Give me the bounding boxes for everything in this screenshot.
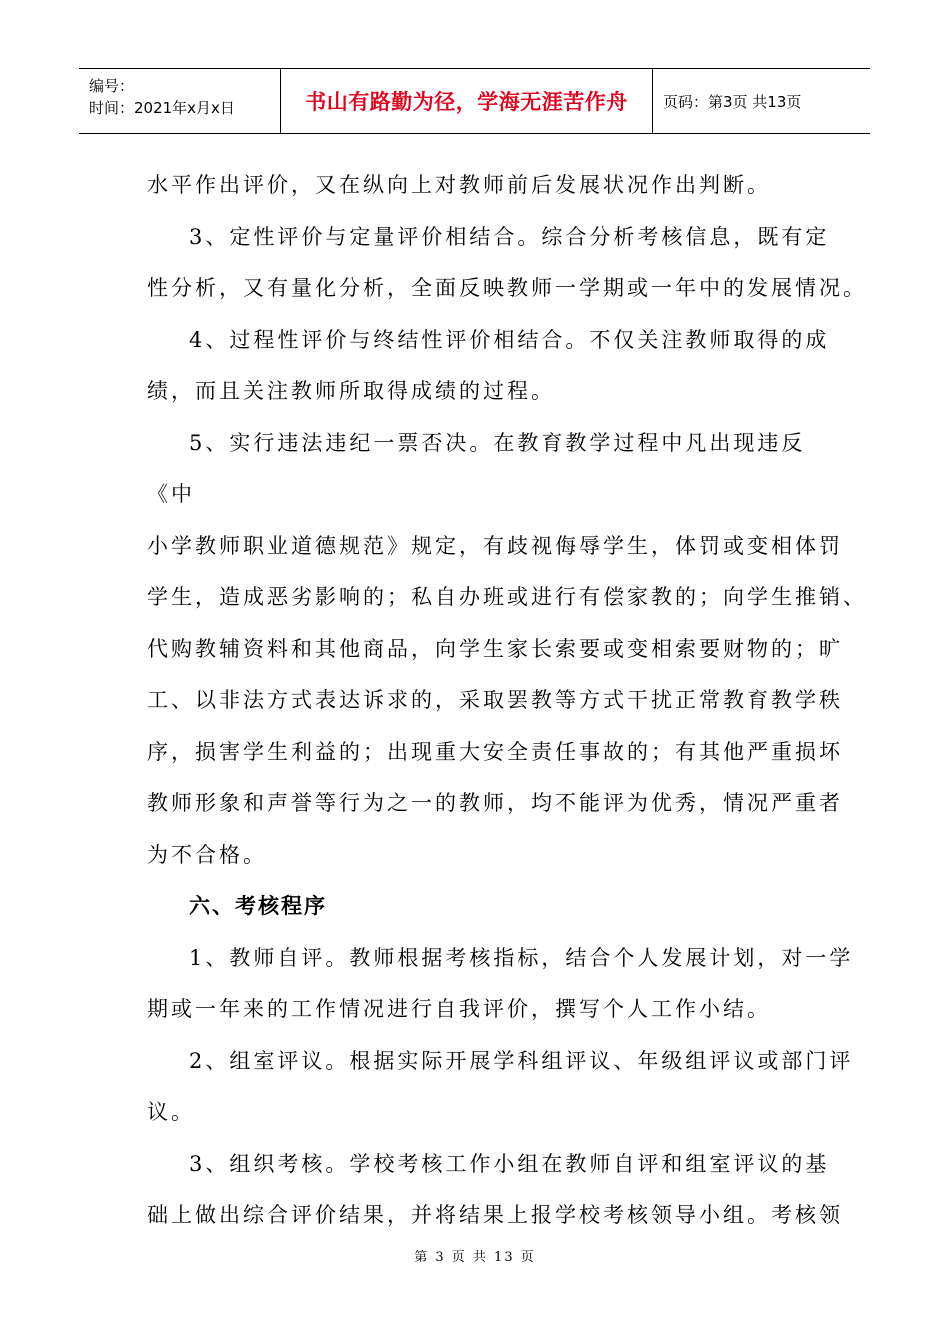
document-number-label: 编号： <box>89 77 135 95</box>
body-text-line: 4、过程性评价与终结性评价相结合。不仅关注教师取得的成 <box>189 327 830 352</box>
page-header <box>79 68 870 134</box>
body-text-line: 5、实行违法违纪一票否决。在教育教学过程中凡出现违反 <box>189 430 806 455</box>
body-text-line: 2、组室评议。根据实际开展学科组评议、年级组评议或部门评 <box>189 1048 854 1073</box>
header-motto: 书山有路勤为径，学海无涯苦作舟 <box>305 90 628 114</box>
body-text-line: 3、定性评价与定量评价相结合。综合分析考核信息，既有定 <box>189 224 830 249</box>
body-text-line: 为不合格。 <box>147 842 267 867</box>
document-time-label: 时间：2021年x月x日 <box>89 99 235 117</box>
body-text-line: 3、组织考核。学校考核工作小组在教师自评和组室评议的基 <box>189 1151 830 1176</box>
body-text-line: 小学教师职业道德规范》规定，有歧视侮辱学生，体罚或变相体罚 <box>147 533 843 558</box>
header-motto-cell <box>281 69 653 133</box>
header-page-info: 页码：第3页 共13页 <box>663 92 802 111</box>
body-text-line: 代购教辅资料和其他商品，向学生家长索要或变相索要财物的；旷 <box>147 636 843 661</box>
body-text-line: 教师形象和声誉等行为之一的教师，均不能评为优秀，情况严重者 <box>147 791 843 815</box>
section-heading: 六、考核程序 <box>189 894 327 918</box>
body-text-line: 1、教师自评。教师根据考核指标，结合个人发展计划，对一学 <box>189 945 854 970</box>
document-body <box>147 160 867 1242</box>
header-meta-cell <box>79 69 281 133</box>
body-text-line: 《中 <box>147 482 195 506</box>
body-text-line: 水平作出评价，又在纵向上对教师前后发展状况作出判断。 <box>147 173 771 197</box>
body-text-line: 期或一年来的工作情况进行自我评价，撰写个人工作小结。 <box>147 997 771 1021</box>
body-text-line: 绩，而且关注教师所取得成绩的过程。 <box>147 379 555 403</box>
body-text-line: 性分析，又有量化分析，全面反映教师一学期或一年中的发展情况。 <box>147 276 867 300</box>
body-text-line: 学生，造成恶劣影响的；私自办班或进行有偿家教的；向学生推销、 <box>147 585 867 609</box>
page-footer: 第 3 页 共 13 页 <box>414 1250 536 1265</box>
body-text-line: 工、以非法方式表达诉求的，采取罢教等方式干扰正常教育教学秩 <box>147 688 843 712</box>
body-text-line: 础上做出综合评价结果，并将结果上报学校考核领导小组。考核领 <box>147 1203 843 1227</box>
body-text-line: 序，损害学生利益的；出现重大安全责任事故的；有其他严重损坏 <box>147 739 843 764</box>
body-text-line: 议。 <box>147 1100 195 1124</box>
header-page-cell <box>653 69 870 133</box>
